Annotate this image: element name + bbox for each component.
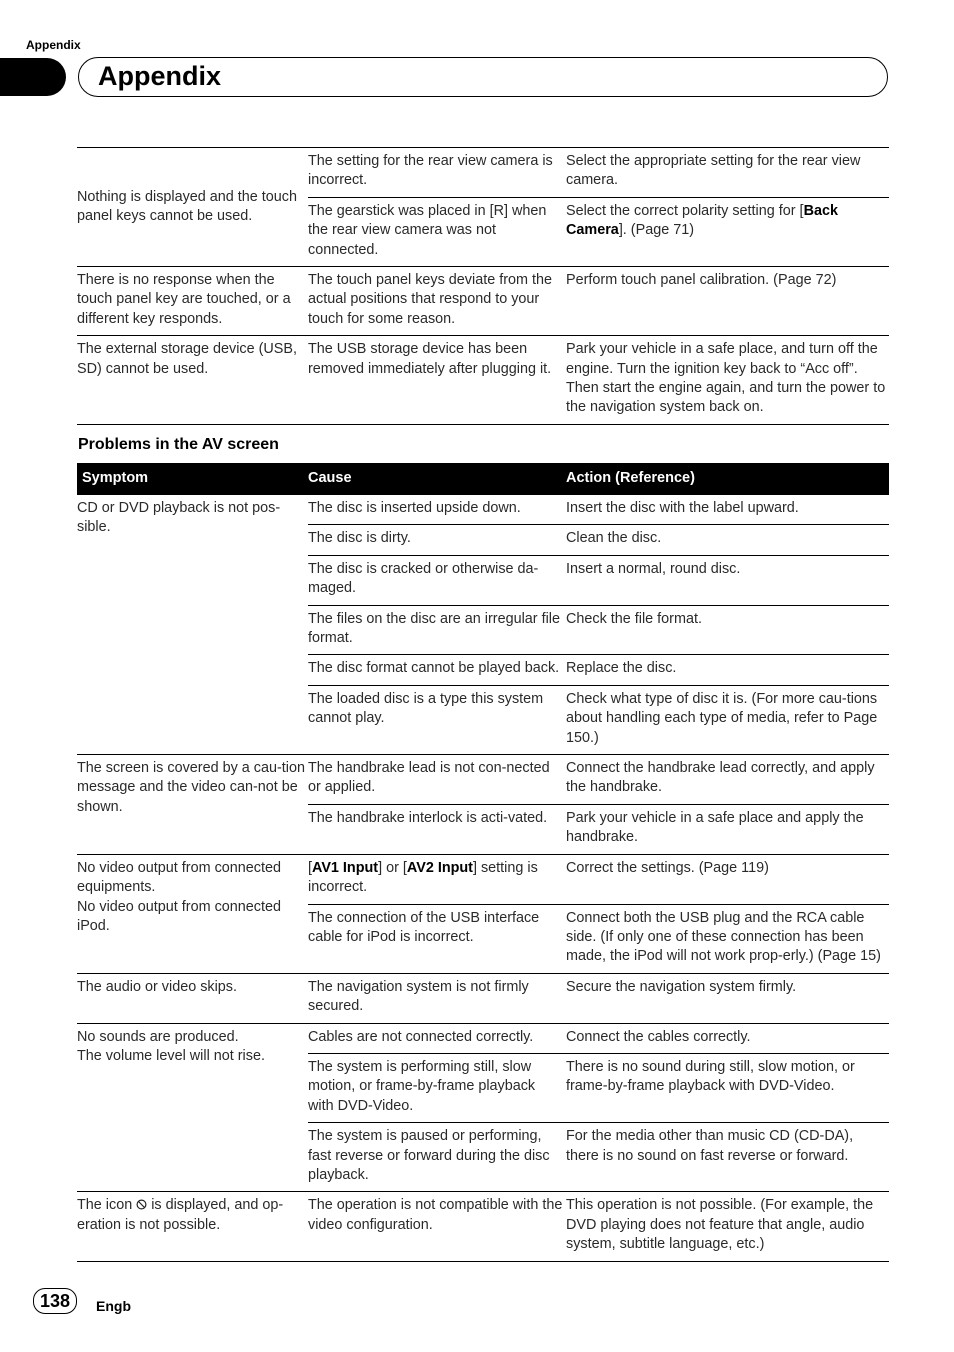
cause-cell: The touch panel keys deviate from the actual positions that respond to your touch for some reason. [308,267,566,336]
page-title: Appendix [98,61,222,91]
table-row [77,854,889,904]
symptom-line: The volume level will not rise. [77,1047,265,1064]
action-cell: Check what type of disc it is. (For more cau-tions about handling each type of media, refer to Page 150.) [566,685,889,754]
symptom-cell [77,854,308,973]
table-row [77,1192,889,1261]
symptom-cell: Nothing is displayed and the touch panel keys cannot be used. [77,148,308,267]
table-row [77,755,889,805]
page-number: 138 [33,1288,77,1314]
symptom-cell: CD or DVD playback is not pos-sible. [77,495,308,755]
table-row [77,336,889,425]
symptom-text: The icon [77,1197,137,1214]
action-cell: Connect both the USB plug and the RCA cable side. (If only one of these connection has been made, the iPod will not work prop-erly.) (Page 15) [566,904,889,973]
symptom-line: No video output from connected equipments. [77,859,281,896]
header-action: Action (Reference) [566,463,889,495]
action-cell: Clean the disc. [566,525,889,555]
action-cell: This operation is not possible. (For example, the DVD playing does not feature that angle, audio system, subtitle language, etc.) [566,1192,889,1261]
language-code: Engb [96,1298,131,1314]
cause-text: ] or [ [378,859,407,876]
header-cause: Cause [308,463,566,495]
cause-cell: The setting for the rear view camera is incorrect. [308,148,566,198]
section-tab-marker [0,58,66,96]
action-cell: Secure the navigation system firmly. [566,973,889,1023]
action-cell: Select the appropriate setting for the rear view camera. [566,148,889,198]
header-symptom: Symptom [77,463,308,495]
action-cell: Perform touch panel calibration. (Page 72) [566,267,889,336]
cause-cell: The USB storage device has been removed immediately after plugging it. [308,336,566,425]
table-row [77,1023,889,1053]
symptom-line: No sounds are produced. [77,1028,239,1045]
action-text: ]. (Page 71) [618,222,695,239]
table-row [77,973,889,1023]
symptom-cell: The audio or video skips. [77,973,308,1023]
setting-name: Back Camera [566,202,838,239]
action-cell: For the media other than music CD (CD-DA), there is no sound on fast reverse or forward. [566,1123,889,1192]
setting-name: AV1 Input [312,859,379,876]
prohibited-icon [136,1199,147,1210]
action-cell: Park your vehicle in a safe place and apply the handbrake. [566,804,889,854]
action-cell: Connect the handbrake lead correctly, and apply the handbrake. [566,755,889,805]
cause-cell: The connection of the USB interface cable for iPod is incorrect. [308,904,566,973]
cause-cell: The operation is not compatible with the video configuration. [308,1192,566,1261]
running-head: Appendix [26,38,81,52]
cause-cell: The navigation system is not firmly secured. [308,973,566,1023]
symptom-cell: The external storage device (USB, SD) cannot be used. [77,336,308,425]
table-row [77,495,889,525]
cause-cell: The disc is inserted upside down. [308,495,566,525]
symptom-line: No video output from connected iPod. [77,898,281,934]
cause-cell: The loaded disc is a type this system cannot play. [308,685,566,754]
symptom-cell: There is no response when the touch panel key are touched, or a different key responds. [77,267,308,336]
table-row [77,267,889,336]
cause-cell: Cables are not connected correctly. [308,1023,566,1053]
cause-cell: The system is performing still, slow motion, or frame-by-frame playback with DVD-Video. [308,1053,566,1122]
cause-cell [308,854,566,904]
action-cell: Check the file format. [566,605,889,655]
cause-cell: The disc is cracked or otherwise da-maged. [308,555,566,605]
action-cell [566,197,889,266]
cause-cell: The disc is dirty. [308,525,566,555]
cause-text: [ [308,859,312,876]
troubleshooting-table-continued [77,147,889,425]
table-header-row [77,463,889,495]
setting-name: AV2 Input [406,859,473,876]
action-cell: There is no sound during still, slow motion, or frame-by-frame playback with DVD-Video. [566,1053,889,1122]
symptom-cell: The screen is covered by a cau-tion message and the video can-not be shown. [77,755,308,855]
action-cell: Park your vehicle in a safe place, and turn off the engine. Turn the ignition key back to “Acc off”. Then start the engine again, and turn the power to the navigation system back on. [566,336,889,425]
action-cell: Insert the disc with the label upward. [566,495,889,525]
section-title: Problems in the AV screen [78,436,279,453]
action-cell: Insert a normal, round disc. [566,555,889,605]
symptom-cell [77,1192,308,1261]
action-cell: Replace the disc. [566,655,889,685]
cause-cell: The gearstick was placed in [R] when the rear view camera was not connected. [308,197,566,266]
cause-text: ] setting is incorrect. [308,859,538,896]
cause-cell: The files on the disc are an irregular file format. [308,605,566,655]
action-cell: Correct the settings. (Page 119) [566,854,889,904]
cause-cell: The handbrake interlock is acti-vated. [308,804,566,854]
symptom-text: is displayed, and op-eration is not possible. [77,1197,284,1233]
cause-cell: The system is paused or performing, fast reverse or forward during the disc playback. [308,1123,566,1192]
action-cell: Connect the cables correctly. [566,1023,889,1053]
symptom-cell [77,1023,308,1192]
cause-cell: The handbrake lead is not con-nected or applied. [308,755,566,805]
cause-cell: The disc format cannot be played back. [308,655,566,685]
av-problems-table [77,463,889,1262]
table-row [77,148,889,198]
action-text: Select the correct polarity setting for [ [566,202,804,219]
